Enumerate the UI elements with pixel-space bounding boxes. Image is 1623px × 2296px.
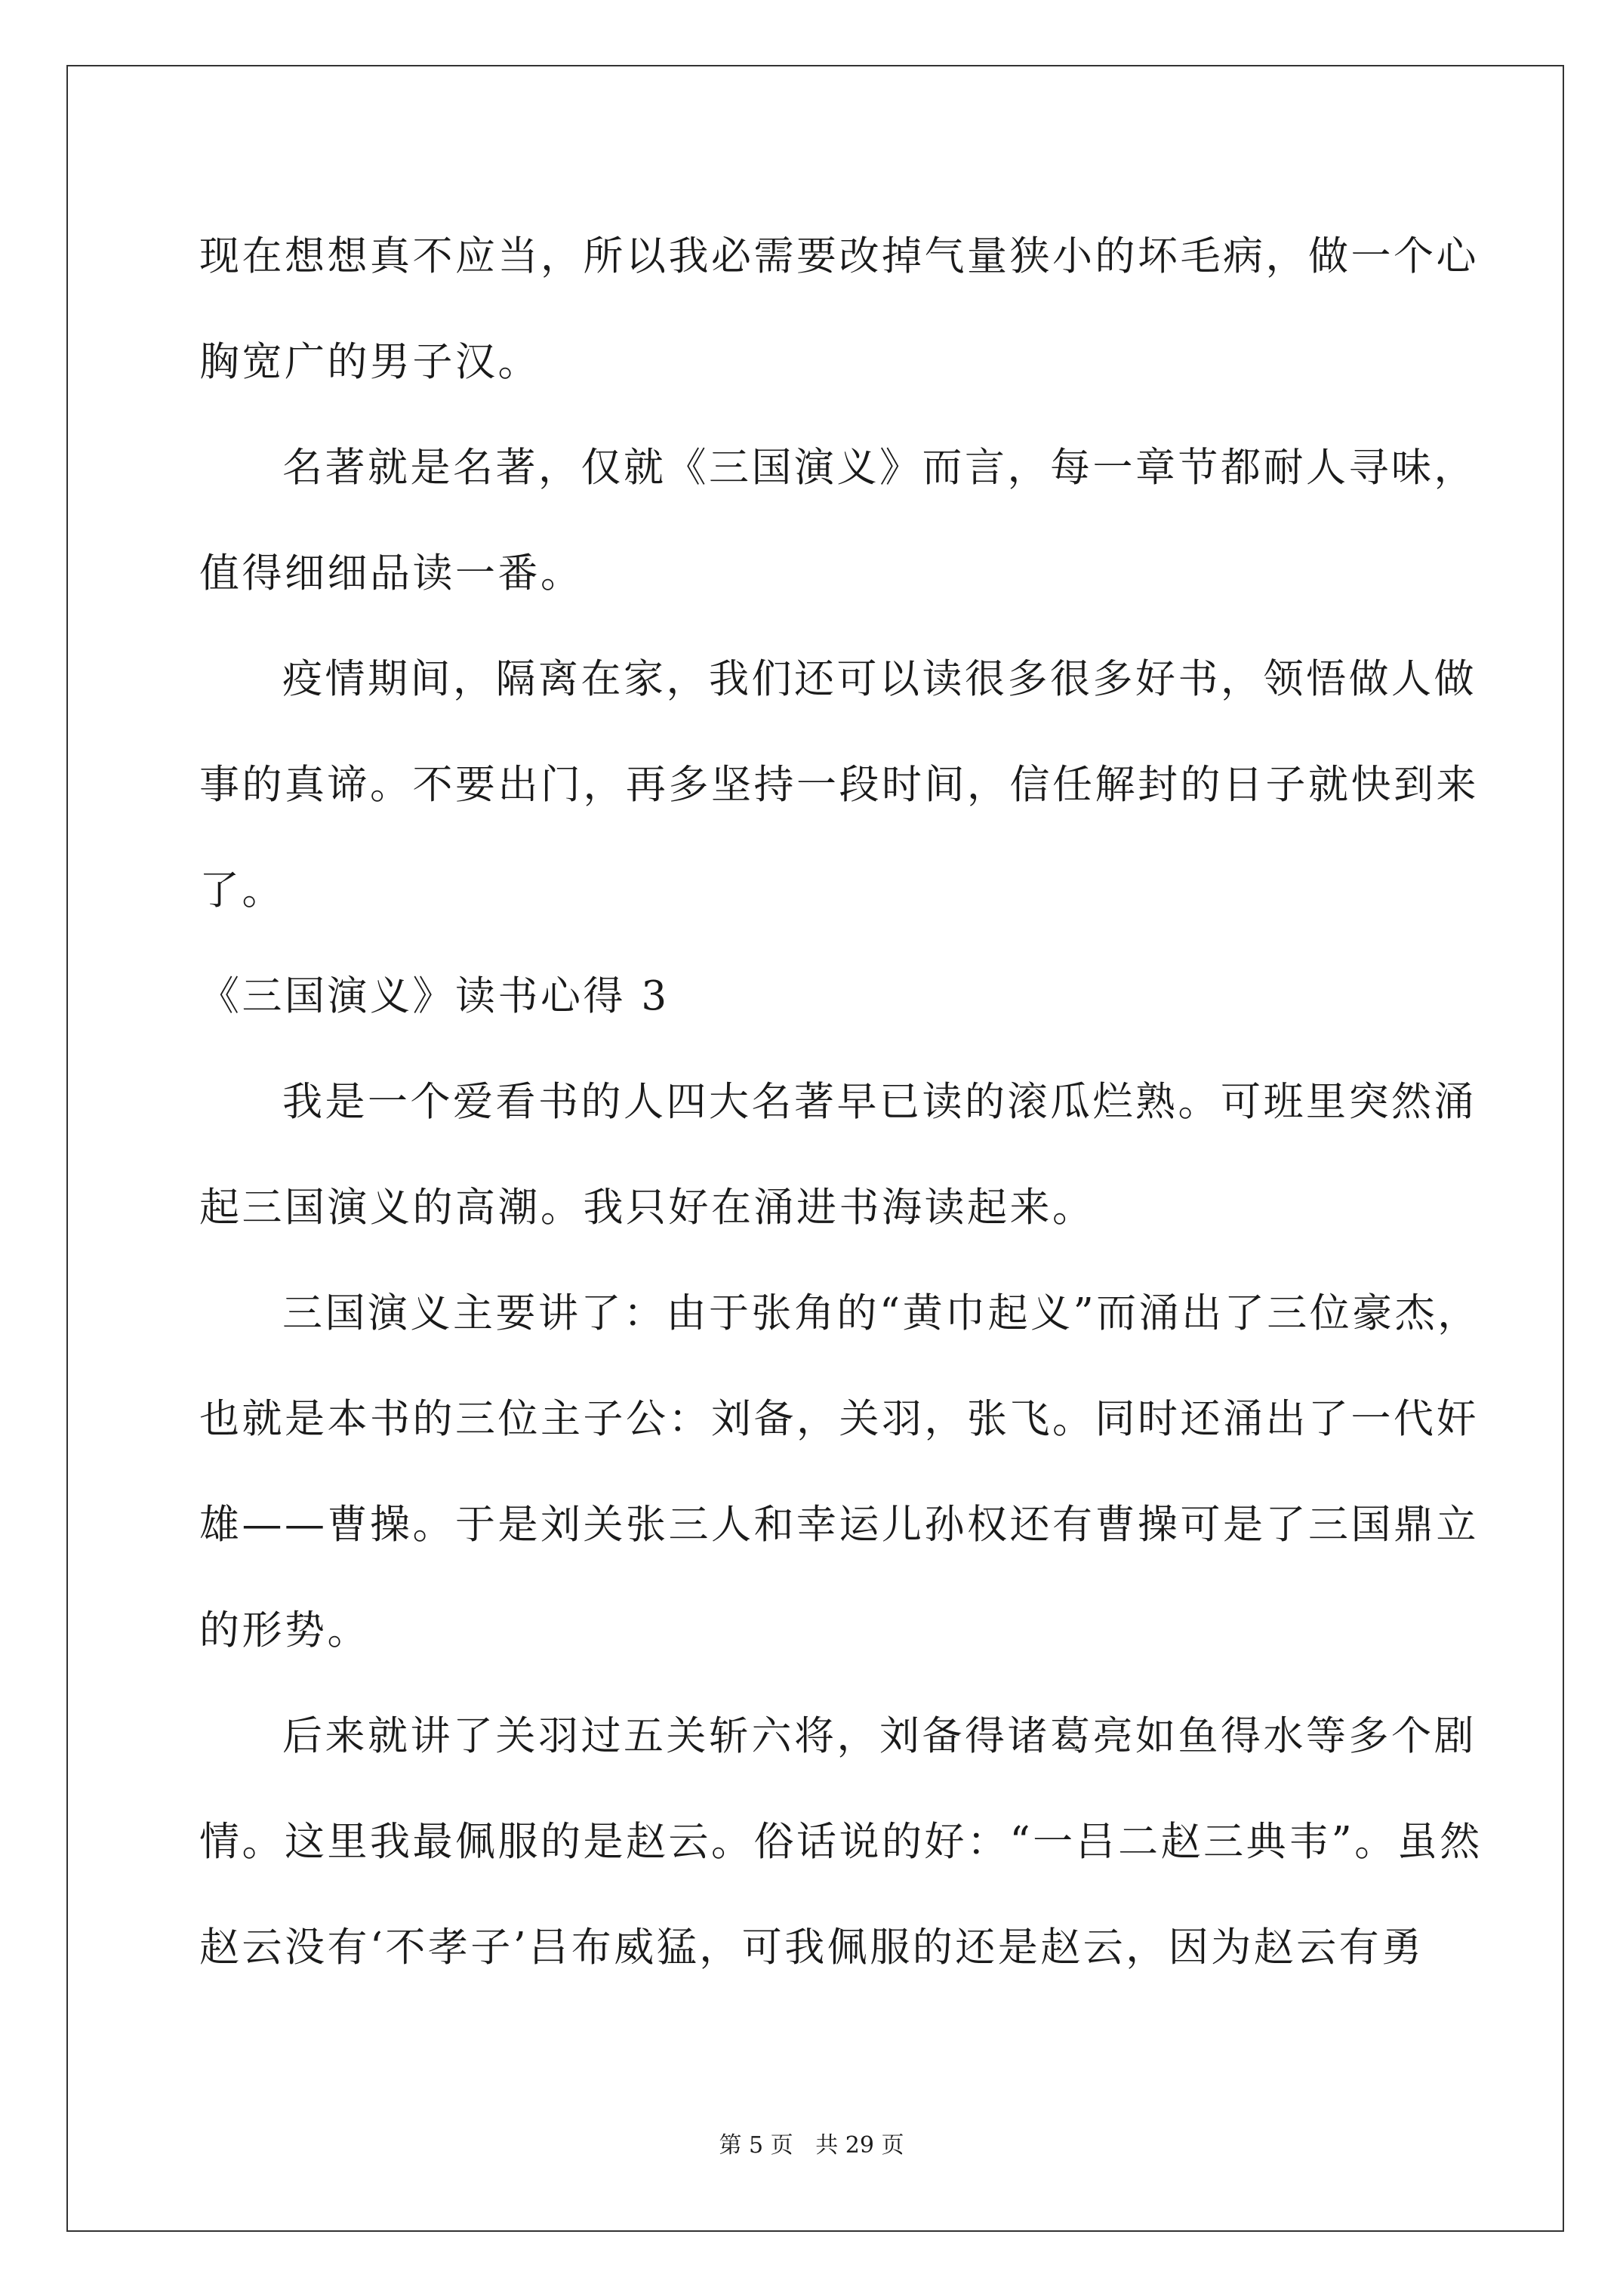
text-line: 起三国演义的高潮。我只好在涌进书海读起来。	[199, 1185, 1095, 1231]
text-line: 《三国演义》读书心得 3	[199, 973, 670, 1019]
text-line: 现在想想真不应当，所以我必需要改掉气量狭小的坏毛病，做一个心	[199, 233, 1479, 279]
text-line: 的形势。	[199, 1607, 370, 1653]
text-line: 名著就是名著，仅就《三国演义》而言，每一章节都耐人寻味，	[282, 445, 1477, 491]
text-line: 了。	[199, 868, 285, 914]
text-line: 雄——曹操。于是刘关张三人和幸运儿孙权还有曹操可是了三国鼎立	[199, 1502, 1479, 1548]
text-line: 事的真谛。不要出门，再多坚持一段时间，信任解封的日子就快到来	[199, 762, 1479, 808]
text-line: 疫情期间，隔离在家，我们还可以读很多很多好书，领悟做人做	[282, 656, 1477, 702]
text-line: 也就是本书的三位主子公：刘备，关羽，张飞。同时还涌出了一代奸	[199, 1396, 1479, 1442]
page-number: 第 5 页	[719, 2132, 793, 2159]
text-line: 赵云没有‘不孝子’吕布威猛，可我佩服的还是赵云，因为赵云有勇	[199, 1925, 1424, 1971]
text-line: 情。这里我最佩服的是赵云。俗话说的好：“一吕二赵三典韦”。虽然	[199, 1819, 1483, 1865]
page-total: 共 29 页	[815, 2132, 904, 2159]
text-line: 值得细细品读一番。	[199, 550, 584, 596]
text-line: 三国演义主要讲了：由于张角的“黄巾起义”而涌出了三位豪杰，	[282, 1290, 1480, 1336]
document-body	[199, 204, 1483, 2001]
page-footer	[0, 2131, 1623, 2161]
text-line: 后来就讲了关羽过五关斩六将，刘备得诸葛亮如鱼得水等多个剧	[282, 1713, 1477, 1759]
text-line: 胸宽广的男子汉。	[199, 339, 540, 385]
text-line: 我是一个爱看书的人四大名著早已读的滚瓜烂熟。可班里突然涌	[282, 1079, 1477, 1125]
